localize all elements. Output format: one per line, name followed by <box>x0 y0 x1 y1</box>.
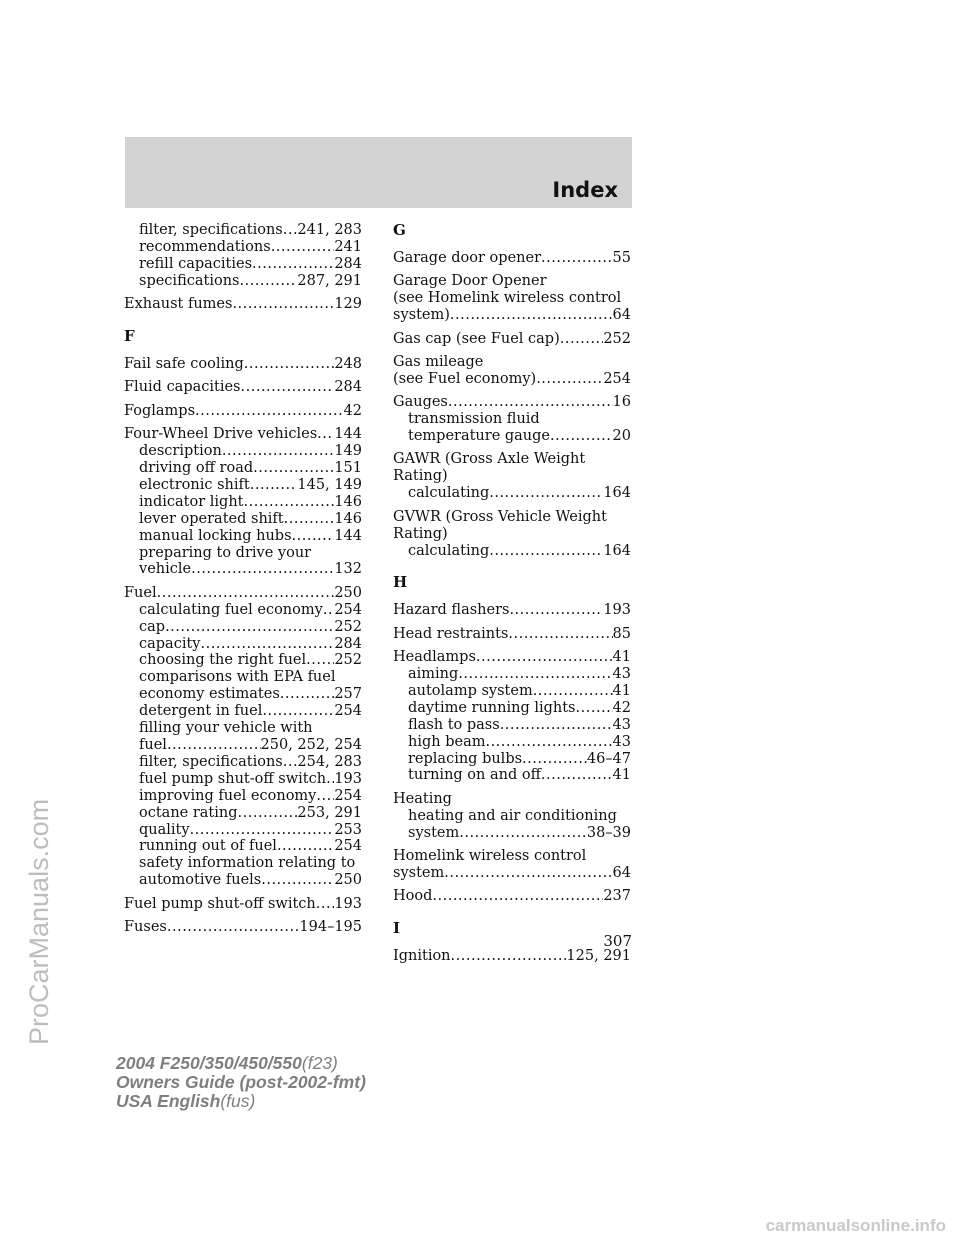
index-column-right <box>393 222 631 965</box>
entry-term: system) <box>393 307 450 324</box>
entry-page-ref: 43 <box>612 716 631 733</box>
dot-leader <box>280 686 335 703</box>
entry-page-ref: 254 <box>334 601 362 618</box>
entry-term: turning on and off <box>408 767 541 784</box>
dot-leader <box>283 222 298 239</box>
index-entry-line: preparing to drive your <box>139 544 312 561</box>
index-letter-heading: H <box>393 573 408 592</box>
dot-leader <box>432 888 603 905</box>
index-subentry <box>124 239 362 256</box>
entry-term: system <box>393 865 445 881</box>
index-entry <box>124 403 362 420</box>
dot-leader <box>489 543 603 560</box>
index-subentry <box>124 822 362 839</box>
entry-term: autolamp system <box>408 682 533 699</box>
dot-leader <box>317 426 334 443</box>
dot-leader <box>306 652 334 669</box>
index-subentry <box>124 652 362 669</box>
index-entry <box>393 331 631 348</box>
entry-page-ref: 146 <box>334 493 362 510</box>
entry-page-ref: 284 <box>334 379 362 396</box>
index-entry <box>393 888 631 905</box>
index-subentry <box>124 602 362 619</box>
index-column-left <box>124 222 362 936</box>
entry-page-ref: 241, 283 <box>297 222 362 238</box>
dot-leader <box>541 767 613 784</box>
entry-page-ref: 193 <box>334 895 362 912</box>
entry-term: Four-Wheel Drive vehicles <box>124 426 318 443</box>
dot-leader <box>522 751 587 768</box>
index-letter-heading: F <box>124 327 135 346</box>
dot-leader <box>550 428 613 445</box>
entry-page-ref: 287, 291 <box>297 272 362 289</box>
entry-term: refill capacities <box>139 255 253 272</box>
index-subentry <box>393 543 631 560</box>
entry-page-ref: 194–195 <box>299 919 362 936</box>
footer-model-code: (f23) <box>301 1053 338 1073</box>
index-subentry <box>124 636 362 653</box>
index-subentry <box>393 428 631 445</box>
entry-term: octane rating <box>139 804 238 821</box>
entry-term: filter, specifications <box>139 753 283 770</box>
entry-term: choosing the right fuel <box>139 652 307 669</box>
dot-leader <box>476 649 613 666</box>
entry-page-ref: 129 <box>334 296 362 313</box>
dot-leader <box>489 485 603 502</box>
dot-leader <box>241 379 335 396</box>
entry-page-ref: 144 <box>334 527 362 544</box>
entry-page-ref: 151 <box>334 459 362 476</box>
index-subentry <box>124 477 362 494</box>
dot-leader <box>195 403 344 420</box>
index-entry-line: Rating) <box>393 525 448 542</box>
entry-term: capacity <box>139 635 201 652</box>
entry-term: indicator light <box>139 493 244 510</box>
entry-page-ref: 146 <box>334 510 362 527</box>
entry-page-ref: 41 <box>612 649 631 666</box>
dot-leader <box>576 700 613 717</box>
index-entry <box>124 426 362 443</box>
dot-leader <box>167 737 261 754</box>
entry-term: Garage door opener <box>393 249 542 266</box>
dot-leader <box>560 331 604 348</box>
entry-page-ref: 248 <box>334 355 362 372</box>
dot-leader <box>167 919 300 936</box>
dot-leader <box>190 822 335 839</box>
entry-page-ref: 284 <box>334 255 362 272</box>
footer-guide: Owners Guide (post-2002-fmt) <box>116 1072 366 1092</box>
dot-leader <box>250 477 298 494</box>
entry-page-ref: 145, 149 <box>297 476 362 493</box>
index-entry-line: transmission fluid <box>408 411 540 428</box>
dot-leader <box>459 825 587 842</box>
dot-leader <box>485 734 612 751</box>
entry-term: Fuel pump shut-off switch <box>124 895 316 912</box>
entry-term: specifications <box>139 272 240 289</box>
dot-leader <box>316 788 334 805</box>
entry-term: detergent in fuel <box>139 703 263 720</box>
index-entry <box>124 919 362 936</box>
index-entry-line: filling your vehicle with <box>139 720 313 737</box>
side-watermark: ProCarManuals.com <box>24 798 54 1045</box>
dot-leader <box>284 511 335 528</box>
index-subentry <box>124 703 362 720</box>
entry-page-ref: 193 <box>334 770 362 787</box>
entry-term: fuel pump shut-off switch <box>139 770 327 787</box>
entry-term: Foglamps <box>124 402 196 419</box>
index-subentry <box>124 443 362 460</box>
entry-page-ref: 254 <box>334 703 362 720</box>
dot-leader <box>444 865 612 882</box>
entry-term: recommendations <box>139 238 271 255</box>
entry-page-ref: 46–47 <box>586 750 631 767</box>
entry-page-ref: 250, 252, 254 <box>260 736 362 753</box>
dot-leader <box>222 443 335 460</box>
entry-page-ref: 253, 291 <box>297 804 362 821</box>
dot-leader <box>292 528 335 545</box>
index-entry <box>124 896 362 913</box>
entry-term: running out of fuel <box>139 838 277 855</box>
index-subentry <box>124 222 362 239</box>
index-entry <box>393 371 631 388</box>
dot-leader <box>326 771 334 788</box>
entry-term: automotive fuels <box>139 872 262 889</box>
index-subentry <box>124 788 362 805</box>
dot-leader <box>450 307 613 324</box>
entry-term: Gauges <box>393 394 448 411</box>
dot-leader <box>509 602 603 619</box>
index-subentry <box>124 805 362 822</box>
footer-language-code: (fus) <box>220 1091 256 1111</box>
index-entry-line: Gas mileage <box>393 353 484 370</box>
dot-leader <box>157 585 335 602</box>
entry-page-ref: 41 <box>612 682 631 699</box>
index-subentry <box>124 737 362 754</box>
index-subentry <box>124 273 362 290</box>
index-entry <box>393 948 631 965</box>
dot-leader <box>533 683 613 700</box>
index-entry-line: (see Homelink wireless control <box>393 290 622 307</box>
entry-term: electronic shift <box>139 476 250 493</box>
entry-page-ref: 253 <box>334 821 362 838</box>
entry-page-ref: 241 <box>334 238 362 255</box>
index-letter-heading: G <box>393 221 406 239</box>
entry-term: calculating <box>408 542 490 559</box>
entry-page-ref: 164 <box>603 485 631 502</box>
index-subentry <box>124 561 362 578</box>
dot-leader <box>508 626 612 643</box>
index-entry <box>393 649 631 666</box>
index-entry-line: Homelink wireless control <box>393 848 587 865</box>
page-number: 307 <box>603 932 632 950</box>
index-subentry <box>393 485 631 502</box>
index-subentry <box>393 666 631 683</box>
entry-term: Hood <box>393 888 433 905</box>
dot-leader <box>244 356 335 373</box>
dot-leader <box>253 460 334 477</box>
entry-page-ref: 125, 291 <box>566 948 631 965</box>
entry-page-ref: 64 <box>612 307 631 324</box>
dot-leader <box>283 754 298 771</box>
index-entry <box>393 307 631 324</box>
index-subentry <box>124 754 362 771</box>
entry-page-ref: 250 <box>334 584 362 601</box>
index-subentry <box>393 717 631 734</box>
entry-term: (see Fuel economy) <box>393 370 537 387</box>
entry-term: replacing bulbs <box>408 750 523 767</box>
entry-term: flash to pass <box>408 716 500 733</box>
dot-leader <box>500 717 613 734</box>
index-entry-line: GAWR (Gross Axle Weight <box>393 451 586 468</box>
entry-page-ref: 38–39 <box>586 824 631 841</box>
dot-leader <box>243 494 334 511</box>
index-subentry <box>124 872 362 889</box>
entry-term: manual locking hubs <box>139 527 292 544</box>
entry-term: Ignition <box>393 948 451 965</box>
entry-term: aiming <box>408 666 459 683</box>
entry-term: vehicle <box>139 561 192 578</box>
entry-page-ref: 237 <box>603 888 631 905</box>
entry-page-ref: 252 <box>603 330 631 347</box>
dot-leader <box>165 619 334 636</box>
index-subentry <box>124 256 362 273</box>
dot-leader <box>536 371 603 388</box>
entry-term: Head restraints <box>393 625 509 642</box>
entry-page-ref: 254, 283 <box>297 753 362 770</box>
dot-leader <box>323 602 334 619</box>
entry-page-ref: 164 <box>603 542 631 559</box>
entry-term: improving fuel economy <box>139 787 317 804</box>
entry-page-ref: 42 <box>612 699 631 716</box>
index-entry-line: heating and air conditioning <box>408 807 617 824</box>
entry-term: Fuses <box>124 919 167 936</box>
index-entry-line: safety information relating to <box>139 855 356 872</box>
index-subentry <box>393 683 631 700</box>
index-subentry <box>124 460 362 477</box>
entry-term: calculating <box>408 485 490 502</box>
entry-term: economy estimates <box>139 686 280 703</box>
index-entry <box>393 626 631 643</box>
entry-term: system <box>408 824 460 841</box>
entry-term: cap <box>139 618 166 635</box>
index-entry-line: comparisons with EPA fuel <box>139 669 336 686</box>
entry-term: fuel <box>139 736 167 753</box>
entry-page-ref: 42 <box>343 402 362 419</box>
dot-leader <box>191 561 334 578</box>
dot-leader <box>448 394 613 411</box>
entry-page-ref: 193 <box>603 602 631 619</box>
entry-term: description <box>139 443 222 460</box>
dot-leader <box>232 296 334 313</box>
entry-term: temperature gauge <box>408 428 551 445</box>
entry-page-ref: 55 <box>612 249 631 266</box>
index-entry <box>124 356 362 373</box>
section-header <box>125 137 632 208</box>
index-entry <box>393 865 631 882</box>
index-subentry <box>124 686 362 703</box>
index-entry <box>124 379 362 396</box>
dot-leader <box>262 703 334 720</box>
entry-page-ref: 252 <box>334 618 362 635</box>
entry-page-ref: 43 <box>612 666 631 683</box>
footer-model: 2004 F250/350/450/550 <box>116 1053 302 1073</box>
entry-page-ref: 257 <box>334 686 362 703</box>
index-entry <box>393 602 631 619</box>
dot-leader <box>458 666 612 683</box>
entry-page-ref: 20 <box>612 428 631 445</box>
entry-term: calculating fuel economy <box>139 601 323 618</box>
dot-leader <box>277 838 334 855</box>
index-entry-line: Rating) <box>393 468 448 485</box>
index-subentry <box>124 771 362 788</box>
dot-leader <box>200 636 334 653</box>
index-subentry <box>393 767 631 784</box>
index-entry-line: Heating <box>393 790 452 807</box>
index-subentry <box>124 619 362 636</box>
dot-leader <box>239 273 297 290</box>
entry-page-ref: 64 <box>612 865 631 881</box>
entry-term: Gas cap (see Fuel cap) <box>393 330 560 347</box>
entry-term: Fuel <box>124 584 157 601</box>
index-subentry <box>124 528 362 545</box>
entry-term: Hazard flashers <box>393 602 510 619</box>
index-subentry <box>393 751 631 768</box>
dot-leader <box>261 872 334 889</box>
entry-term: lever operated shift <box>139 510 284 527</box>
dot-leader <box>541 250 613 267</box>
entry-page-ref: 254 <box>334 838 362 855</box>
entry-page-ref: 85 <box>612 625 631 642</box>
index-entry-line: Garage Door Opener <box>393 273 547 290</box>
dot-leader <box>271 239 335 256</box>
entry-page-ref: 16 <box>612 394 631 411</box>
entry-page-ref: 41 <box>612 767 631 784</box>
entry-page-ref: 250 <box>334 872 362 889</box>
entry-page-ref: 254 <box>334 787 362 804</box>
index-subentry <box>124 511 362 528</box>
index-subentry <box>393 734 631 751</box>
index-subentry <box>393 700 631 717</box>
section-title: Index <box>552 178 618 202</box>
entry-term: Fail safe cooling <box>124 355 244 372</box>
dot-leader <box>316 896 335 913</box>
entry-page-ref: 254 <box>603 370 631 387</box>
index-entry-line: GVWR (Gross Vehicle Weight <box>393 508 607 525</box>
index-entry <box>124 585 362 602</box>
entry-term: filter, specifications <box>139 222 283 238</box>
document-footer <box>116 1054 366 1111</box>
index-entry <box>393 394 631 411</box>
index-entry <box>124 296 362 313</box>
entry-term: Headlamps <box>393 649 476 666</box>
footer-language: USA English <box>116 1091 221 1111</box>
entry-term: quality <box>139 821 190 838</box>
index-entry <box>393 250 631 267</box>
entry-page-ref: 132 <box>334 561 362 578</box>
dot-leader <box>238 805 298 822</box>
index-subentry <box>124 494 362 511</box>
entry-term: Exhaust fumes <box>124 296 233 313</box>
index-subentry <box>124 838 362 855</box>
entry-term: driving off road <box>139 459 254 476</box>
index-letter-heading: I <box>393 919 401 938</box>
dot-leader <box>252 256 334 273</box>
entry-term: daytime running lights <box>408 699 576 716</box>
entry-page-ref: 144 <box>334 426 362 443</box>
entry-page-ref: 252 <box>334 652 362 669</box>
bottom-watermark: carmanualsonline.info <box>765 1216 946 1235</box>
entry-term: Fluid capacities <box>124 379 241 396</box>
entry-page-ref: 149 <box>334 443 362 460</box>
entry-page-ref: 284 <box>334 635 362 652</box>
dot-leader <box>451 948 567 965</box>
entry-page-ref: 43 <box>612 733 631 750</box>
index-subentry <box>393 825 631 842</box>
entry-term: high beam <box>408 733 486 750</box>
